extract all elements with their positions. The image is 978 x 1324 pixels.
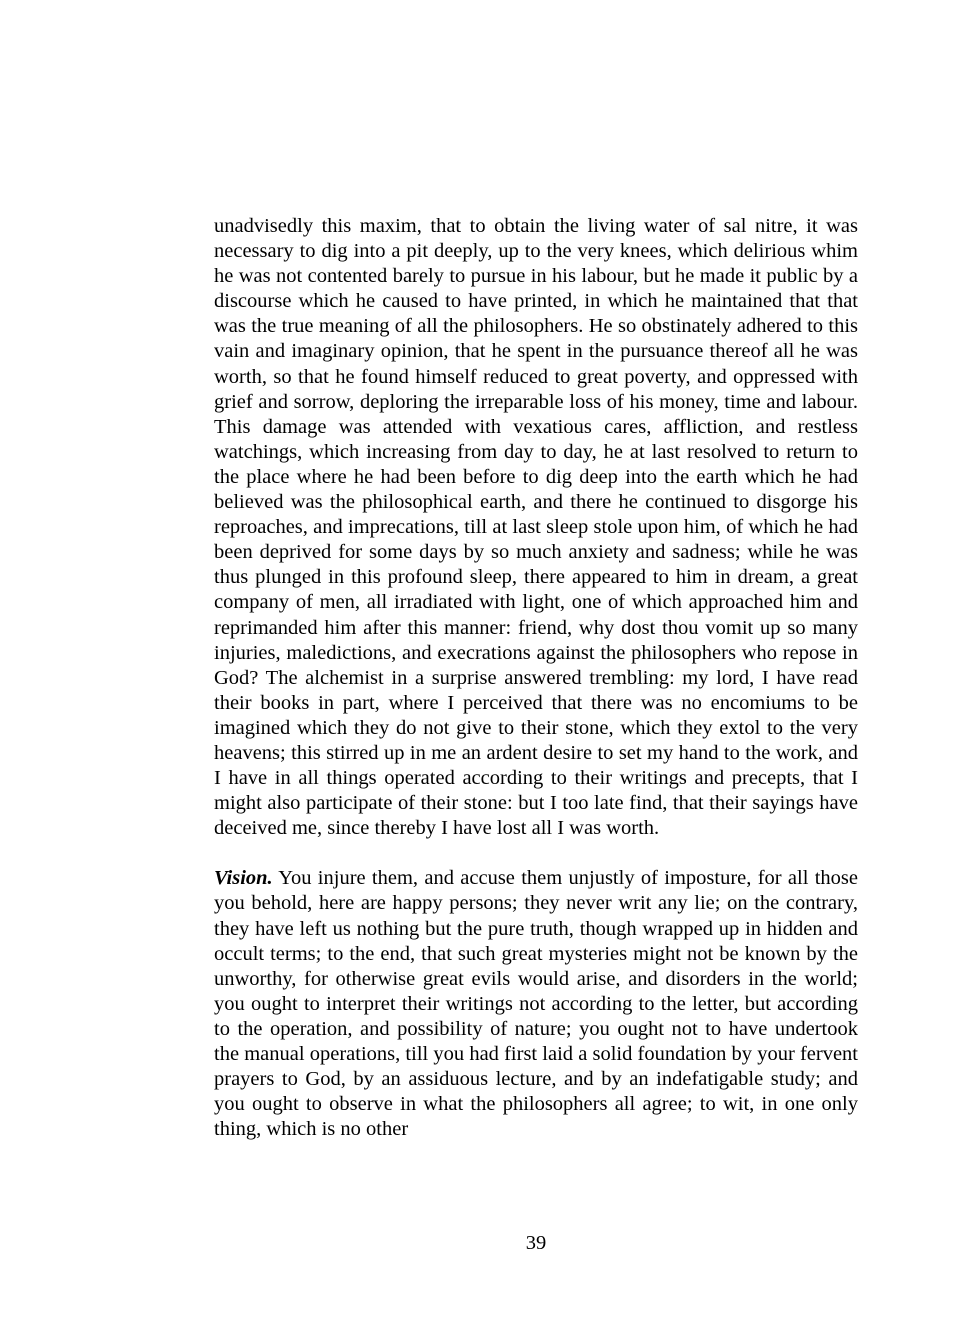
paragraph: unadvisedly this maxim, that to obtain the living water of sal nitre, it was necessary to dig into a pit deeply, up to the very knees, which delirious whim he was not contented barely to pursue in his labour, but he made it public by a discourse which he caused to have printed, in which he maintained that that was the true meaning of all the philosophers. He so obstinately adhered to this vain and imaginary opinion, that he spent in the pursuance thereof all he was worth, so that he found himself reduced to great poverty, and oppressed with grief and sorrow, deploring the irreparable loss of his money, time and labour. This damage was attended with vexatious cares, affliction, and restless watchings, which increasing from day to day, he at last resolved to return to the place where he had been before to dig deep into the earth which he had believed was the philosophical earth, and there he continued to disgorge his reproaches, and imprecations, till at last sleep stole upon him, of which he had been deprived for some days by so much anxiety and sadness; while he was thus plunged in this profound sleep, there appeared to him in dream, a great company of men, all irradiated with light, one of which approached him and reprimanded him after this manner: friend, why dost thou vomit up so many injuries, maledictions, and execrations against the philosophers who repose in God? The alchemist in a surprise answered trembling: my lord, I have read their books in part, where I perceived that there was no encomiums to be imagined which they do not give to their stone, which they extol to the very heavens; this stirred up in me an ardent desire to set my hand to the work, and I have in all things operated according to their writings and precepts, that I might also participate of their stone: but I too late find, that their sayings have deceived me, since thereby I have lost all I was worth. <box>214 215 858 840</box>
paragraph <box>214 866 858 1142</box>
paragraph-text: You injure them, and accuse them unjustly of imposture, for all those you behold, here are happy persons; they never writ any lie; on the contrary, they have left us nothing but the pure truth, though wrapped up in hidden and occult terms; to the end, that such great mysteries might not be known by the unworthy, for otherwise great evils would arise, and disorders in the world; you ought to interpret their writings not according to the letter, but according to the operation, and possibility of nature; you ought not to have undertook the manual operations, till you had first laid a solid foundation by your fervent prayers to God, by an assiduous lecture, and by an indefatigable study; and you ought to observe in what the philosophers all agree; to wit, in one only thing, which is no other <box>214 867 858 1141</box>
body-text <box>214 214 858 1142</box>
speaker-label: Vision. <box>214 867 273 890</box>
page-number: 39 <box>525 1232 547 1254</box>
